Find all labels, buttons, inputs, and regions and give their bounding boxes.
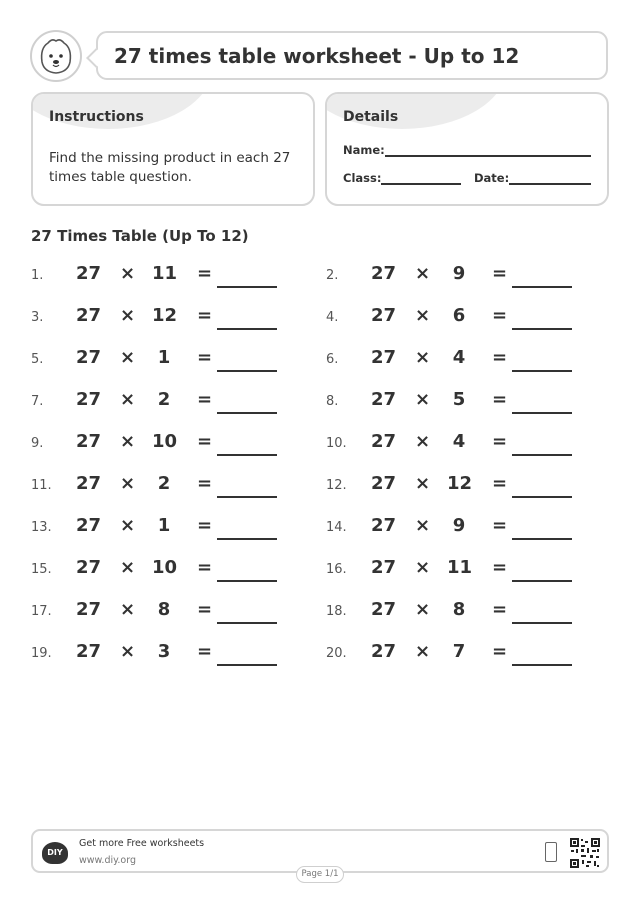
name-label: Name: [343,143,385,157]
multiplicand: 27 [371,389,397,410]
details-card [325,92,609,206]
answer-blank[interactable] [217,454,277,456]
instructions-text: Find the missing product in each 27 times table question. [49,150,291,185]
question-number: 16. [326,562,347,577]
answer-blank[interactable] [512,328,572,330]
multiplicand: 27 [371,347,397,368]
question-row [326,555,596,585]
times-sign: × [415,599,431,620]
answer-blank[interactable] [217,580,277,582]
question-number: 11. [31,478,52,493]
multiplicand: 27 [76,305,102,326]
question-number: 17. [31,604,52,619]
times-sign: × [120,641,136,662]
question-number: 2. [326,268,339,283]
question-number: 14. [326,520,347,535]
question-row [31,303,301,333]
multiplicand: 27 [76,431,102,452]
multiplicand: 27 [371,473,397,494]
question-row [31,471,301,501]
times-sign: × [120,557,136,578]
equals-sign: = [492,305,508,326]
question-row [31,513,301,543]
multiplier: 11 [447,557,473,578]
page-title: 27 times table worksheet - Up to 12 [114,44,520,68]
question-row [326,429,596,459]
multiplicand: 27 [371,431,397,452]
question-number: 7. [31,394,44,409]
times-sign: × [415,515,431,536]
equals-sign: = [492,347,508,368]
question-number: 12. [326,478,347,493]
multiplicand: 27 [371,599,397,620]
name-field[interactable] [385,155,591,157]
times-sign: × [415,305,431,326]
page-indicator: Page 1/1 [296,866,344,883]
equals-sign: = [492,515,508,536]
answer-blank[interactable] [512,454,572,456]
answer-blank[interactable] [217,370,277,372]
details-heading: Details [343,109,399,125]
multiplier: 8 [452,599,466,620]
multiplicand: 27 [76,347,102,368]
footer-promo: Get more Free worksheets [79,838,205,849]
question-row [326,303,596,333]
question-row [31,555,301,585]
question-number: 4. [326,310,339,325]
diy-logo[interactable]: DIY [42,842,68,864]
equals-sign: = [197,599,213,620]
question-number: 10. [326,436,347,451]
equals-sign: = [197,431,213,452]
question-row [31,261,301,291]
equals-sign: = [492,473,508,494]
multiplicand: 27 [76,557,102,578]
equals-sign: = [492,641,508,662]
answer-blank[interactable] [217,412,277,414]
times-sign: × [415,263,431,284]
question-number: 5. [31,352,44,367]
section-title: 27 Times Table (Up To 12) [31,227,249,245]
question-number: 8. [326,394,339,409]
question-row [326,387,596,417]
answer-blank[interactable] [217,664,277,666]
answer-blank[interactable] [512,286,572,288]
question-row [31,345,301,375]
title-bubble [96,31,608,80]
times-sign: × [120,515,136,536]
equals-sign: = [197,557,213,578]
class-label: Class: [343,171,382,185]
multiplier: 11 [152,263,178,284]
multiplier: 1 [157,515,171,536]
question-number: 19. [31,646,52,661]
question-number: 9. [31,436,44,451]
times-sign: × [415,641,431,662]
equals-sign: = [492,431,508,452]
question-number: 13. [31,520,52,535]
answer-blank[interactable] [512,538,572,540]
times-sign: × [120,431,136,452]
answer-blank[interactable] [512,496,572,498]
multiplicand: 27 [76,389,102,410]
question-row [326,471,596,501]
multiplicand: 27 [371,515,397,536]
times-sign: × [415,473,431,494]
multiplier: 1 [157,347,171,368]
question-number: 6. [326,352,339,367]
answer-blank[interactable] [217,328,277,330]
multiplicand: 27 [76,641,102,662]
times-sign: × [120,473,136,494]
multiplier: 4 [452,347,466,368]
equals-sign: = [492,557,508,578]
multiplier: 10 [152,557,178,578]
multiplier: 2 [157,389,171,410]
answer-blank[interactable] [512,664,572,666]
equals-sign: = [492,599,508,620]
equals-sign: = [197,389,213,410]
multiplier: 10 [152,431,178,452]
multiplier: 3 [157,641,171,662]
equals-sign: = [197,263,213,284]
question-row [31,387,301,417]
multiplicand: 27 [76,473,102,494]
question-row [326,345,596,375]
times-sign: × [120,305,136,326]
multiplier: 6 [452,305,466,326]
question-row [326,597,596,627]
equals-sign: = [197,305,213,326]
multiplier: 5 [452,389,466,410]
multiplicand: 27 [76,599,102,620]
qr-code[interactable] [569,837,601,869]
question-row [326,639,596,669]
question-row [31,597,301,627]
equals-sign: = [197,473,213,494]
equals-sign: = [197,515,213,536]
answer-blank[interactable] [217,496,277,498]
multiplier: 9 [452,263,466,284]
times-sign: × [120,263,136,284]
times-sign: × [415,347,431,368]
answer-blank[interactable] [512,622,572,624]
multiplicand: 27 [76,515,102,536]
equals-sign: = [492,389,508,410]
bubble-tail [86,48,106,68]
class-field[interactable] [381,183,461,185]
answer-blank[interactable] [217,538,277,540]
question-number: 3. [31,310,44,325]
instructions-heading: Instructions [49,109,144,125]
multiplicand: 27 [371,557,397,578]
multiplier: 12 [152,305,178,326]
times-sign: × [120,389,136,410]
times-sign: × [120,599,136,620]
mascot-icon [30,30,82,82]
question-number: 20. [326,646,347,661]
phone-icon [545,842,557,862]
answer-blank[interactable] [512,412,572,414]
multiplicand: 27 [371,263,397,284]
multiplicand: 27 [371,641,397,662]
question-row [326,513,596,543]
footer-url[interactable]: www.diy.org [79,855,136,866]
question-row [31,429,301,459]
times-sign: × [120,347,136,368]
times-sign: × [415,557,431,578]
question-row [31,639,301,669]
answer-blank[interactable] [512,580,572,582]
multiplier: 7 [452,641,466,662]
answer-blank[interactable] [512,370,572,372]
date-field[interactable] [509,183,591,185]
multiplier: 8 [157,599,171,620]
times-sign: × [415,389,431,410]
answer-blank[interactable] [217,622,277,624]
multiplier: 4 [452,431,466,452]
multiplier: 12 [447,473,473,494]
question-number: 1. [31,268,44,283]
equals-sign: = [492,263,508,284]
answer-blank[interactable] [217,286,277,288]
question-row [326,261,596,291]
multiplier: 9 [452,515,466,536]
multiplicand: 27 [76,263,102,284]
instructions-card [31,92,315,206]
multiplier: 2 [157,473,171,494]
equals-sign: = [197,641,213,662]
equals-sign: = [197,347,213,368]
multiplicand: 27 [371,305,397,326]
times-sign: × [415,431,431,452]
date-label: Date: [474,171,510,185]
question-number: 18. [326,604,347,619]
question-number: 15. [31,562,52,577]
